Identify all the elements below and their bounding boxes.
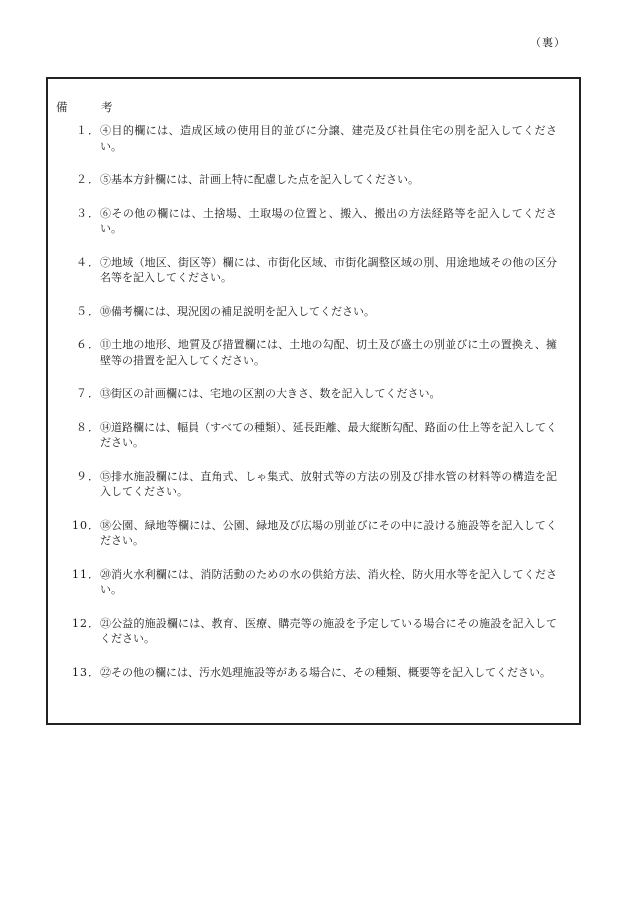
notes-box (46, 77, 581, 725)
note-text: ⑦地域（地区、街区等）欄には、市街化区域、市街化調整区域の別、用途地域その他の区分名等を記入してください。 (100, 255, 557, 284)
note-item-12 (48, 616, 579, 647)
note-item-9 (48, 469, 579, 500)
page-side-mark: （裏） (530, 36, 566, 49)
note-item-5 (48, 304, 579, 320)
note-text: ㉑公益的施設欄には、教育、医療、購売等の施設を予定している場合にその施設を記入してください。 (100, 616, 557, 645)
note-item-4 (48, 255, 579, 286)
note-text: ㉒その他の欄には、汚水処理施設等がある場合に、その種類、概要等を記入してください。 (100, 665, 551, 679)
note-number: ５． (76, 304, 100, 318)
note-number: 13． (72, 665, 100, 679)
note-number: 10． (72, 518, 100, 532)
note-item-6 (48, 337, 579, 368)
note-number: ３． (76, 206, 100, 220)
note-text: ④目的欄には、造成区域の使用目的並びに分譲、建売及び社員住宅の別を記入してください。 (100, 124, 557, 153)
note-item-10 (48, 518, 579, 549)
note-number: ９． (76, 469, 100, 483)
note-number: ２． (76, 173, 100, 186)
note-text: ⑬街区の計画欄には、宅地の区割の大きさ、数を記入してください。 (100, 387, 441, 400)
note-text: ⑱公園、緑地等欄には、公園、緑地及び広場の別並びにその中に設ける施設等を記入してください。 (100, 518, 557, 547)
note-number: 11． (72, 567, 100, 581)
note-number: １． (76, 124, 100, 137)
note-number: 12． (72, 616, 100, 630)
note-text: ⑤基本方針欄には、計画上特に配慮した点を記入してください。 (100, 173, 419, 186)
note-text: ⑪土地の地形、地質及び措置欄には、土地の勾配、切土及び盛土の別並びに土の置換え、擁壁等の措置を記入してください。 (100, 338, 557, 367)
note-item-2 (48, 172, 579, 188)
note-text: ⑳消火水利欄には、消防活動のための水の供給方法、消火栓、防火用水等を記入してください。 (100, 567, 557, 596)
note-number: ７． (76, 387, 100, 400)
note-text: ⑭道路欄には、幅員（すべての種類）、延長距離、最大縦断勾配、路面の仕上等を記入してください。 (100, 420, 557, 449)
note-number: ６． (76, 338, 100, 351)
notes-heading: 備 考 (56, 100, 124, 114)
note-item-3 (48, 206, 579, 237)
note-text: ⑮排水施設欄には、直角式、しゃ集式、放射式等の方法の別及び排水管の材料等の構造を記入してください。 (100, 469, 557, 498)
note-item-1 (48, 123, 579, 154)
note-number: ４． (76, 255, 100, 269)
note-item-11 (48, 567, 579, 598)
note-text: ⑩備考欄には、現況図の補足説明を記入してください。 (100, 304, 375, 318)
note-number: ８． (76, 420, 100, 434)
note-item-7 (48, 386, 579, 402)
note-item-13 (48, 665, 579, 681)
notes-list (48, 123, 579, 698)
note-text: ⑥その他の欄には、土捨場、土取場の位置と、搬入、搬出の方法経路等を記入してください。 (100, 206, 557, 235)
note-item-8 (48, 420, 579, 451)
